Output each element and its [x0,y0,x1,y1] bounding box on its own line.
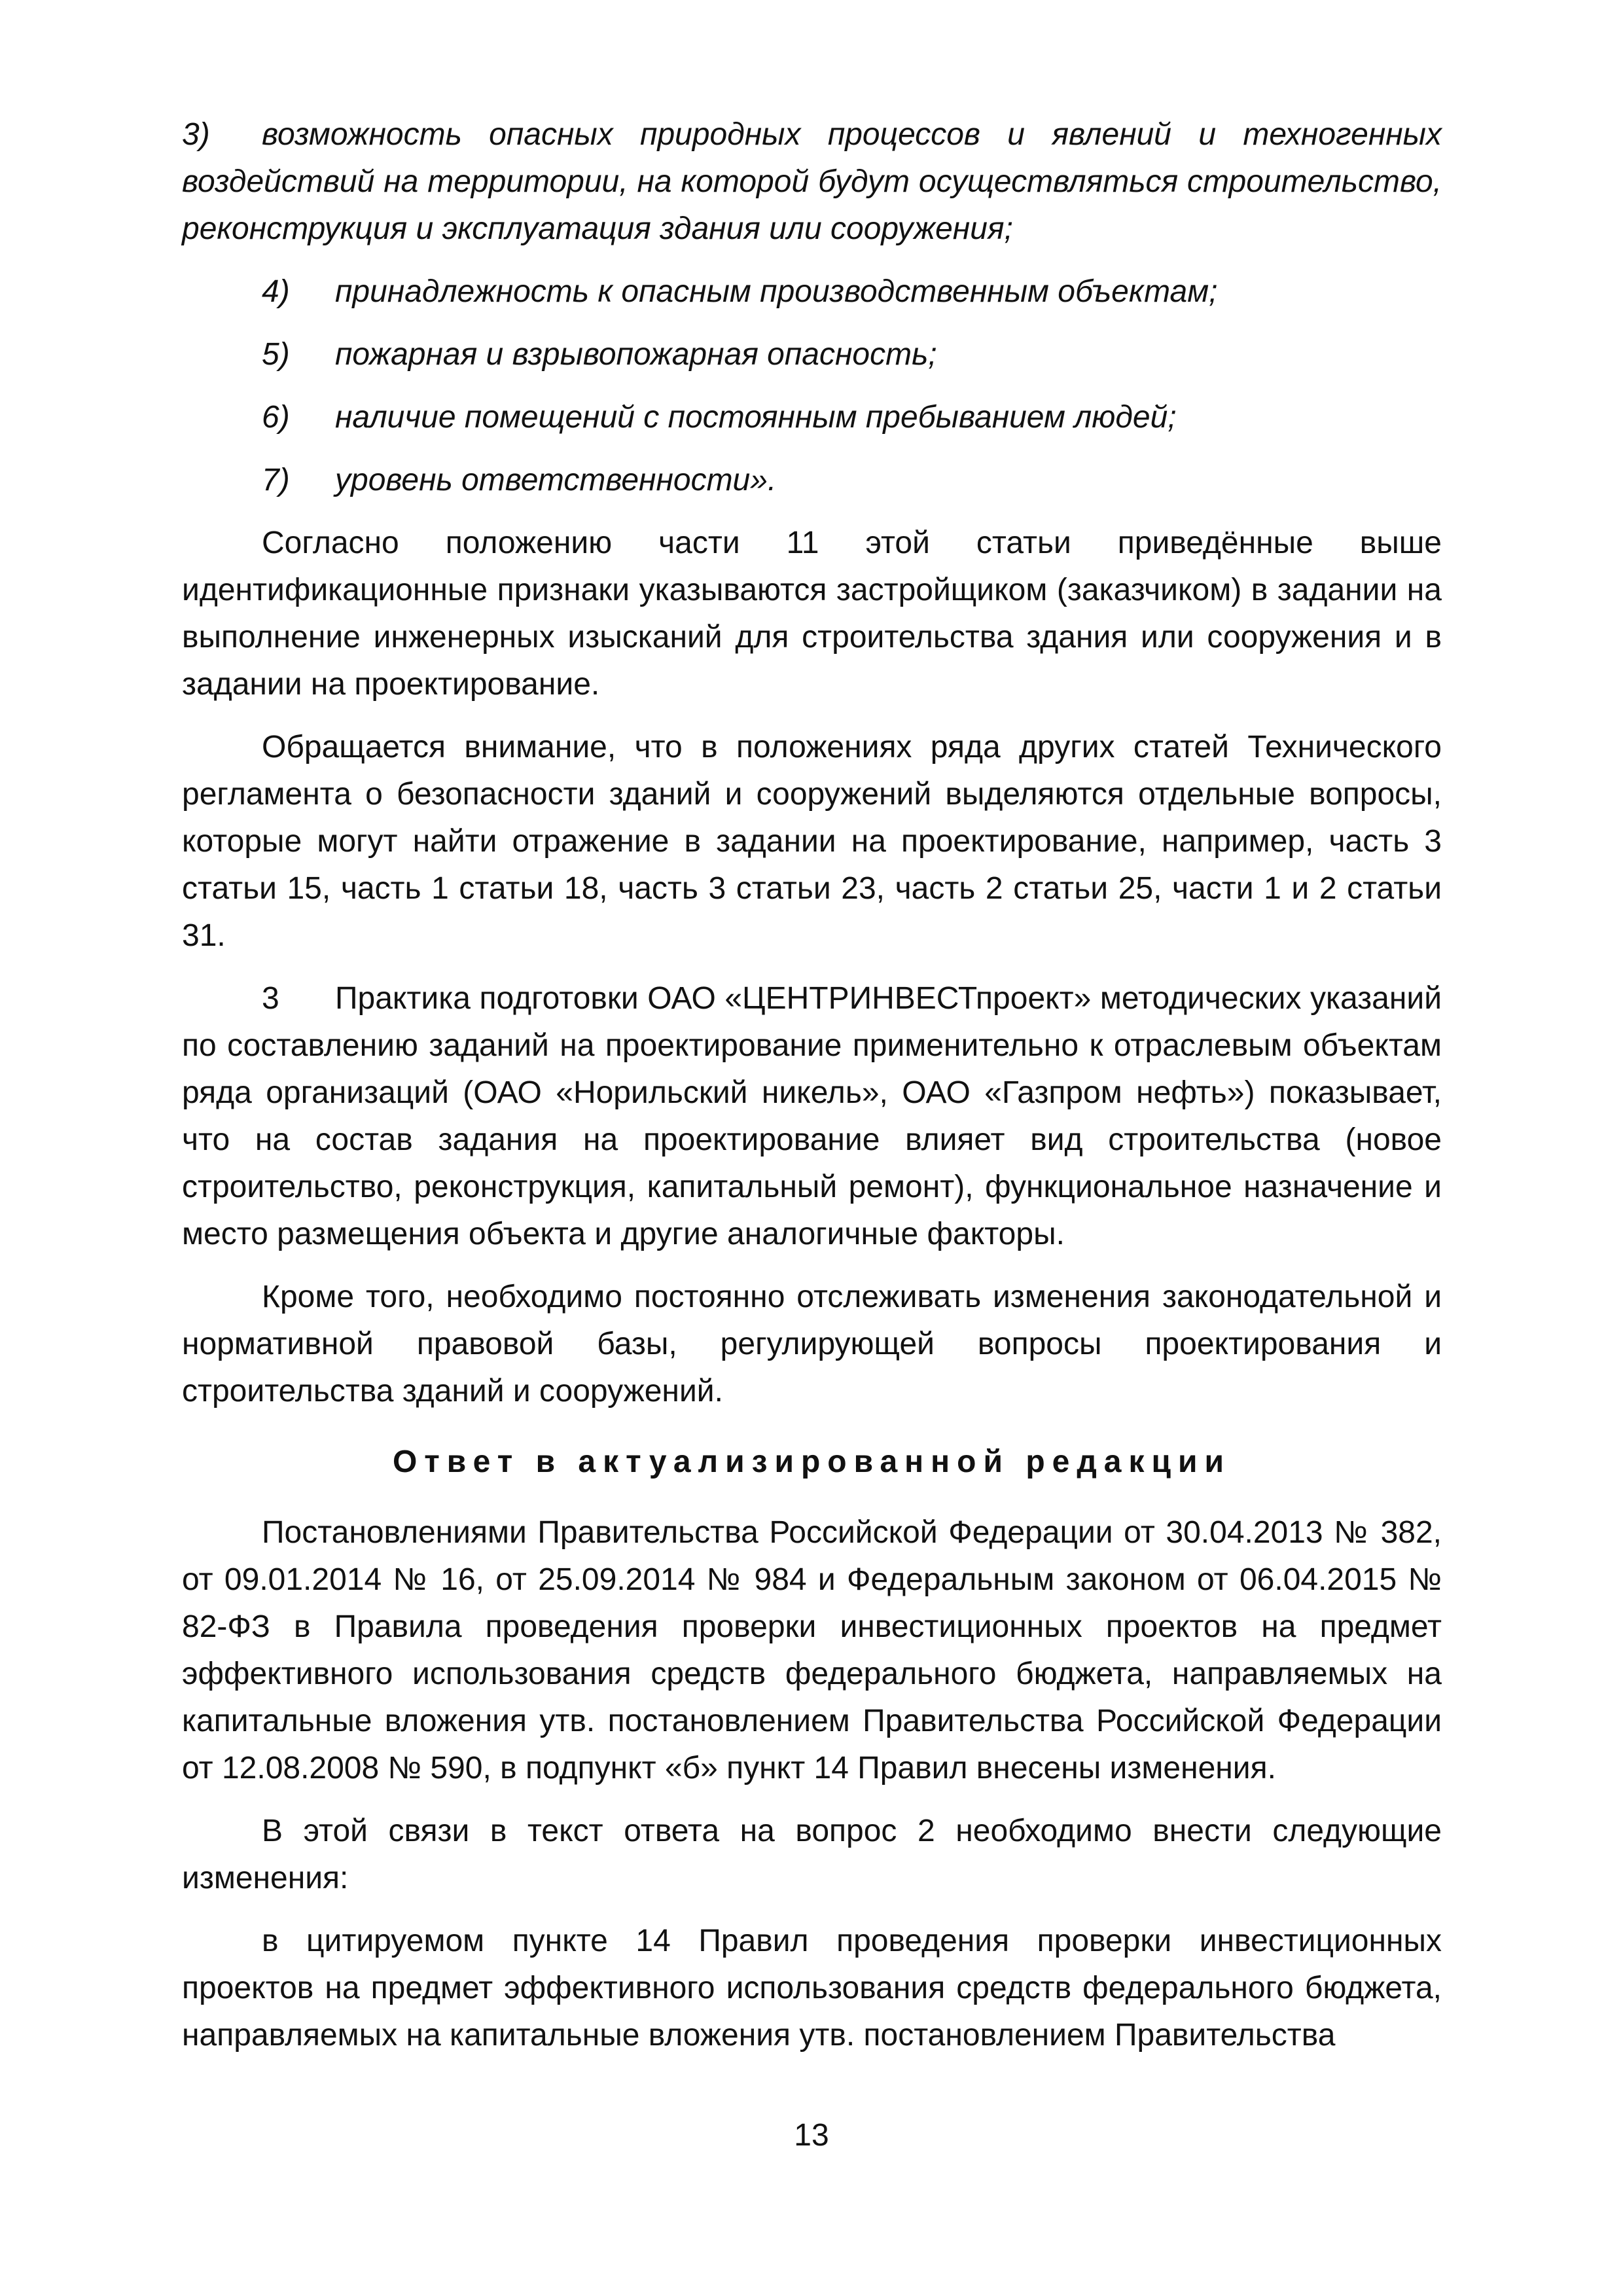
section-heading: Ответ в актуализированной редакции [392,1444,1232,1479]
page-content [182,111,1442,2075]
list-item-content: принадлежность к опасным производственным объектам; [335,274,1218,309]
list-item-number: 7) [262,463,290,497]
paragraph: В этой связи в текст ответа на вопрос 2 необходимо внести следующие изменения: [182,1814,1442,1895]
section-number: 3 [262,981,279,1016]
list-item-number: 5) [262,337,290,372]
list-item-text [182,111,1442,253]
paragraph [182,975,1442,1258]
paragraph: Обращается внимание, что в положениях ряда других статей Технического регламента о безопасности зданий и сооружений выделяются отдельные вопросы, которые могут найти отражение в задании на проектирование, например, часть 3 статьи 15, часть 1 статьи 18, часть 3 статьи 23, часть 2 статьи 25, части 1 и 2 статьи 31. [182,730,1442,953]
list-item [182,457,1442,504]
list-item-number: 3) [182,117,210,152]
page-number: 13 [794,2118,829,2153]
paragraph: Постановлениями Правительства Российской Федерации от 30.04.2013 № 382, от 09.01.2014 № 16, от 25.09.2014 № 984 и Федеральным законом от 06.04.2015 № 82-ФЗ в Правила проведения проверки инвестиционных проектов на предмет эффективного использования средств федерального бюджета, направляемых на капитальные вложения утв. постановлением Правительства Российской Федерации от 12.08.2008 № 590, в подпункт «б» пункт 14 Правил внесены изменения. [182,1515,1442,1785]
paragraph-text: Практика подготовки ОАО «ЦЕНТРИНВЕСТпроект» методических указаний по составлению заданий на проектирование применительно к отраслевым объектам ряда организаций (ОАО «Норильский никель», ОАО «Газпром нефть») показывает, что на состав задания на проектирование влияет вид строительства (новое строительство, реконструкция, капитальный ремонт), функциональное назначение и место размещения объекта и другие аналогичные факторы. [182,981,1442,1251]
paragraph: в цитируемом пункте 14 Правил проведения проверки инвестиционных проектов на предмет эффективного использования средств федерального бюджета, направляемых на капитальные вложения утв. постановлением Правительства [182,1924,1442,2053]
list-item-content: возможность опасных природных процессов и явлений и техногенных воздействий на территории, на которой будут осуществляться строительство, реконструкция и эксплуатация здания или сооружения; [182,117,1442,246]
list-item-content: уровень ответственности». [335,463,777,497]
list-item [182,331,1442,378]
list-item [182,268,1442,315]
list-item-content: пожарная и взрывопожарная опасность; [335,337,937,372]
list-item-number: 6) [262,400,290,435]
list-item [182,111,1442,253]
list-item-content: наличие помещений с постоянным пребыванием людей; [335,400,1177,435]
list-item [182,394,1442,441]
list-item-number: 4) [262,274,290,309]
paragraph: Согласно положению части 11 этой статьи приведённые выше идентификационные признаки указываются застройщиком (заказчиком) в задании на выполнение инженерных изысканий для строительства здания или сооружения и в задании на проектирование. [182,526,1442,702]
paragraph: Кроме того, необходимо постоянно отслеживать изменения законодательной и нормативной правовой базы, регулирующей вопросы проектирования и строительства зданий и сооружений. [182,1280,1442,1408]
